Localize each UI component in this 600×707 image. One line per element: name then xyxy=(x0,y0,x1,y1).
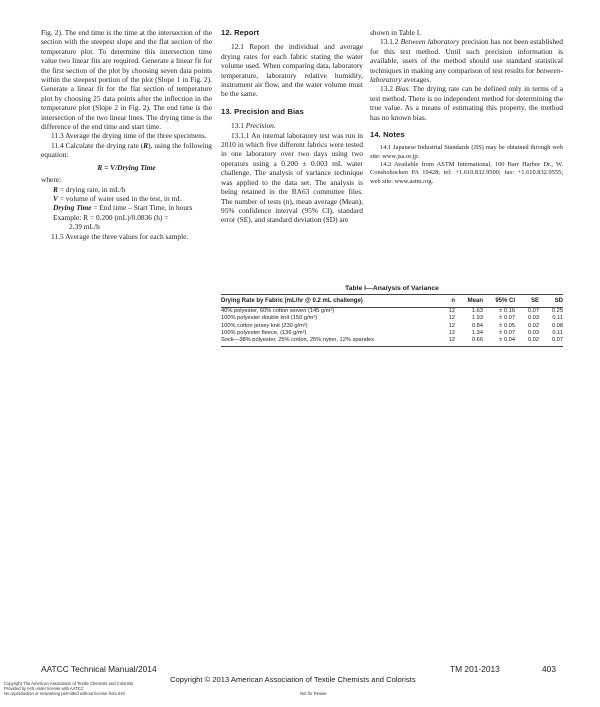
equation xyxy=(41,163,212,172)
text: between-laboratory xyxy=(370,65,563,85)
text: precision has not been established for this test method. Until such precision information is available, users of the method should use standard statistical techniques in making any comparison of test results for xyxy=(370,37,563,75)
paragraph: 12.1 Report the individual and average drying rates for each fabric stating the water volume used. When comparing data, laboratory temperature, laboratory relative humidity, instrument air flow, and the water volume must be the same. xyxy=(221,42,363,99)
column-header: SD xyxy=(539,295,563,308)
text: Precision. xyxy=(245,121,276,131)
text: Bias. xyxy=(395,84,411,94)
paragraph: 13.1.1 An internal laboratory test was run in 2010 in which five different fabrics were tested in one laboratory over two days using two operators using a 0.200 ± 0.003 mL water challenge. The analysis of variance technique was applied to the data set. The analysis is being retained in the RA63 committee files. The number of tests (n), mean average (Mean), 95% confidence interval (95% CI), standard error (SE), and standard deviation (SD) are xyxy=(221,130,363,225)
definition-drying-time xyxy=(41,203,212,212)
table-cell: 0.08 xyxy=(551,322,563,329)
example: Example: R = 0.200 (mL)/0.0836 (h) = xyxy=(53,212,169,222)
text: averages. xyxy=(401,75,432,85)
text: 11.4 Calculate the drying rate ( xyxy=(51,140,144,150)
table-cell: Sock—38% polyester, 25% cotton, 25% nylon, 12% spandex xyxy=(221,337,433,347)
table-cell: ± 0.05 xyxy=(499,322,515,329)
table-row xyxy=(221,337,563,347)
where-label: where: xyxy=(41,175,62,185)
copyright-notice: Copyright © 2013 American Association of Textile Chemists and Colorists xyxy=(170,675,416,684)
data-table xyxy=(221,295,563,347)
column-middle xyxy=(221,28,363,225)
table-cell: ± 0.07 xyxy=(499,315,515,322)
table-cell: 0.11 xyxy=(552,329,563,336)
footer-manual-title: AATCC Technical Manual/2014 xyxy=(41,664,157,674)
table-row xyxy=(221,315,563,322)
definition-v xyxy=(41,194,212,203)
section-heading: 14. Notes xyxy=(370,130,405,140)
paragraph xyxy=(370,84,563,122)
table-cell: ± 0.16 xyxy=(499,308,515,315)
table-cell: ± 0.04 xyxy=(483,337,515,347)
table-header-row xyxy=(221,295,563,308)
symbol: V xyxy=(53,193,58,203)
paragraph xyxy=(221,121,363,130)
table-row xyxy=(221,330,563,337)
equation-text: R = V/Drying Time xyxy=(97,162,156,172)
paragraph: 11.5 Average the three values for each sample. xyxy=(51,231,189,241)
column-header: n xyxy=(433,295,455,308)
table-row xyxy=(221,308,563,316)
text: Between laboratory xyxy=(400,37,460,47)
section-heading: 12. Report xyxy=(221,28,260,37)
table-cell: 0.07 xyxy=(539,337,563,347)
column-header: 95% CI xyxy=(483,295,515,308)
example-result: 2.39 mL/h xyxy=(69,222,100,232)
table-cell: 0.02 xyxy=(527,322,539,329)
table-cell: 12 xyxy=(433,337,455,347)
text: 13.1 xyxy=(231,121,246,131)
text: 11.3 Average the drying time of the three specimens. xyxy=(51,131,207,141)
paragraph: Fig. 2). The end time is the time at the intersection of the section with the steepest slope and the flat section of the temperature plot. To determine this intersection time value two linear fits are required. Generate a linear fit for the first section of the plot by choosing seven data points within the steepest portion of the plot (Slope 1 in Fig. 2). Generate a linear fit for the flat section of temperature plot by choosing 25 data points after the inflection in the temperature plot (Slope 2 in Fig. 2). The end time is the intersection of the two linear lines. The drying time is the difference of the end time and start time. xyxy=(41,28,212,132)
table-title: Table I—Analysis of Variance xyxy=(221,285,563,295)
not-for-resale-notice: Not for Resale xyxy=(300,691,327,696)
table-cell: 12 xyxy=(448,315,455,322)
table-cell: 0.84 xyxy=(471,322,483,329)
table-cell: 100% polyester double knit (150 g/m²) xyxy=(221,315,318,322)
column-header: SE xyxy=(515,295,539,308)
text: 13.1.2 xyxy=(380,37,401,47)
page-number: 403 xyxy=(542,664,556,674)
symbol: Drying Time xyxy=(53,203,92,213)
column-header: Mean xyxy=(455,295,483,308)
paragraph: shown in Table I. xyxy=(370,28,422,37)
text: = drying rate, in mL/h xyxy=(57,184,126,194)
table-cell: 12 xyxy=(448,322,455,329)
table-cell: 0.03 xyxy=(527,315,539,322)
paragraph xyxy=(370,37,563,84)
table-cell: 1.93 xyxy=(471,315,483,322)
symbol: R xyxy=(53,184,58,194)
table-cell: 40% polyester, 60% cotton woven (145 g/m²) xyxy=(221,308,335,315)
table-cell: 0.66 xyxy=(455,337,483,347)
license-notice: No reproduction or networking permitted without license from IHS xyxy=(4,691,126,696)
license-notice: Copyright The American Association of Textile Chemists and Colorists xyxy=(4,681,134,686)
table-cell: 0.07 xyxy=(527,308,539,315)
column-right xyxy=(370,28,563,186)
table-cell: 0.11 xyxy=(552,315,563,322)
table-cell: 12 xyxy=(448,308,455,315)
footer-test-method: TM 201-2013 xyxy=(450,664,500,674)
text: 13.2 xyxy=(380,84,396,94)
table-cell: 12 xyxy=(448,329,455,336)
table-cell: 0.02 xyxy=(515,337,539,347)
paragraph xyxy=(41,131,212,140)
variance-table xyxy=(221,285,563,347)
column-left xyxy=(41,28,212,241)
table-cell: 1.34 xyxy=(471,329,483,336)
table-row xyxy=(221,323,563,330)
table-cell: 100% cotton jersey knit (230 g/m²) xyxy=(221,322,308,329)
table-cell: 100% polyester fleece, (136 g/m²) xyxy=(221,329,307,336)
license-notice: Provided by IHS under license with AATCC xyxy=(4,686,84,691)
definition-r xyxy=(41,185,212,194)
note: 14.1 Japanese Industrial Standards (JIS) may be obtained through web site: www.jsa.or.jp. xyxy=(370,144,563,160)
text: = End time – Start Time, in hours xyxy=(91,203,193,213)
table-cell: 0.03 xyxy=(527,329,539,336)
text: = volume of water used in the test, in mL xyxy=(57,193,182,203)
symbol: R xyxy=(143,140,149,150)
note: 14.2 Available from ASTM International, 100 Barr Harbor Dr., W. Conshohocken PA 19428; tel: +1.610.832.9500; fax: +1.610.832.9555; web site: www.astm.org. xyxy=(370,161,563,185)
text: ), using the following equation: xyxy=(41,140,212,160)
paragraph xyxy=(41,141,212,160)
table-cell: 1.63 xyxy=(471,308,483,315)
text: The drying rate can be defined only in terms of a test method. There is no independent method for determining the true value. As a means of estimating this property, the method has no known bias. xyxy=(370,84,563,122)
table-cell: ± 0.07 xyxy=(499,329,515,336)
section-heading: 13. Precision and Bias xyxy=(221,106,304,116)
table-cell: 0.25 xyxy=(551,308,563,315)
column-header: Drying Rate by Fabric (mL/hr @ 0.2 mL challenge) xyxy=(221,295,433,308)
